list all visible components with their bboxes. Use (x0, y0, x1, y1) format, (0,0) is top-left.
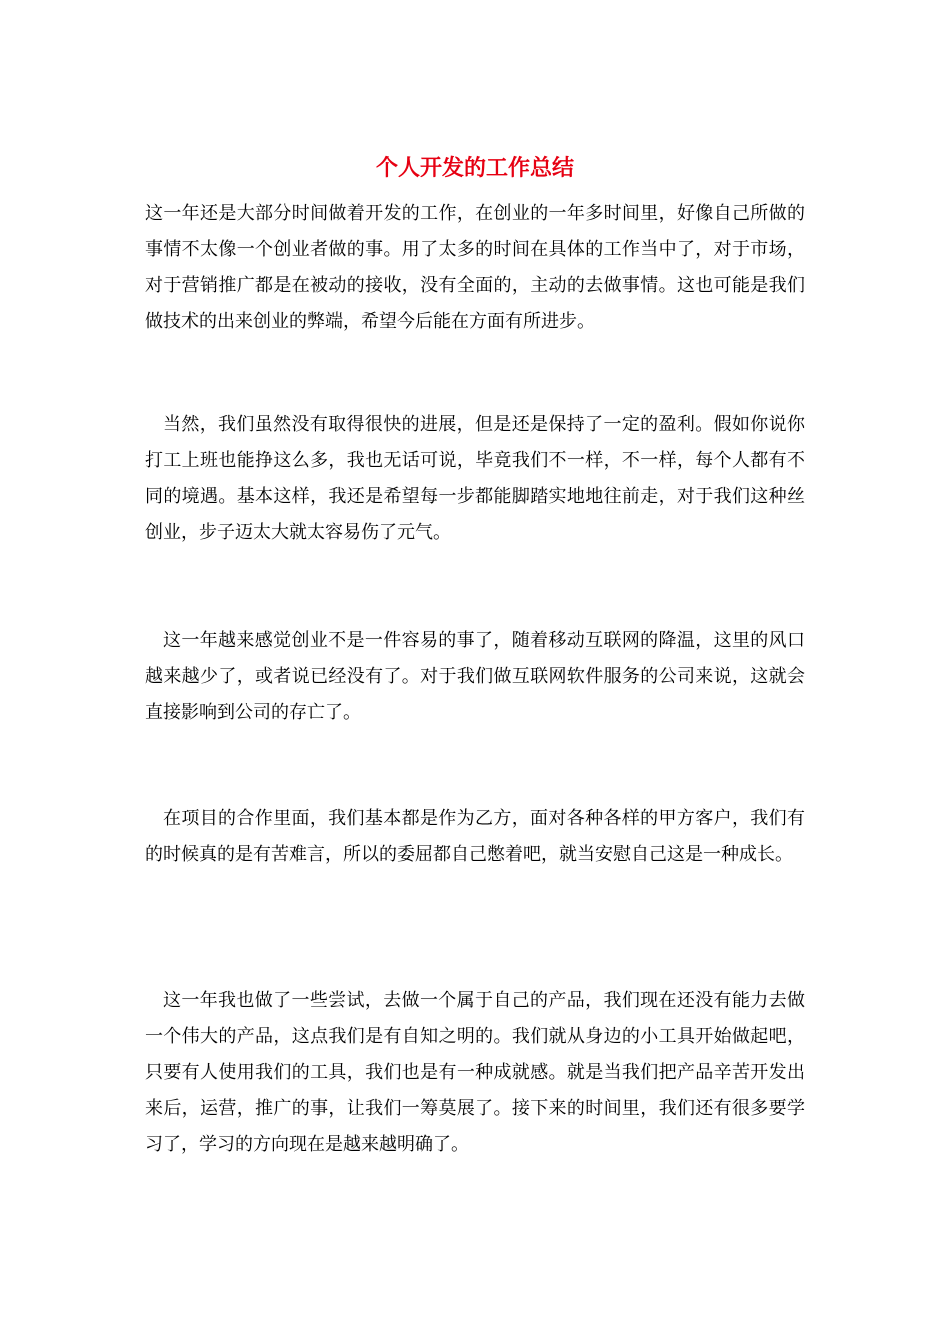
paragraph-4: 在项目的合作里面，我们基本都是作为乙方，面对各种各样的甲方客户，我们有的时候真的是有苦难言，所以的委屈都自己憋着吧，就当安慰自己这是一种成长。 (145, 808, 805, 865)
paragraph-3: 这一年越来感觉创业不是一件容易的事了，随着移动互联网的降温，这里的风口越来越少了，或者说已经没有了。对于我们做互联网软件服务的公司来说，这就会直接影响到公司的存亡了。 (145, 630, 805, 723)
paragraph-2: 当然，我们虽然没有取得很快的进展，但是还是保持了一定的盈利。假如你说你打工上班也能挣这么多，我也无话可说，毕竟我们不一样，不一样，每个人都有不同的境遇。基本这样，我还是希望每一步都能脚踏实地地往前走，对于我们这种丝创业，步子迈太大就太容易伤了元气。 (145, 414, 805, 543)
paragraph-5: 这一年我也做了一些尝试，去做一个属于自己的产品，我们现在还没有能力去做一个伟大的产品，这点我们是有自知之明的。我们就从身边的小工具开始做起吧，只要有人使用我们的工具，我们也是有一种成就感。就是当我们把产品辛苦开发出来后，运营，推广的事，让我们一筹莫展了。接下来的时间里，我们还有很多要学习了，学习的方向现在是越来越明确了。 (145, 990, 805, 1155)
document-title: 个人开发的工作总结 (375, 155, 574, 181)
paragraph-1: 这一年还是大部分时间做着开发的工作，在创业的一年多时间里，好像自己所做的事情不太像一个创业者做的事。用了太多的时间在具体的工作当中了，对于市场，对于营销推广都是在被动的接收，没有全面的，主动的去做事情。这也可能是我们做技术的出来创业的弊端，希望今后能在方面有所进步。 (145, 203, 805, 332)
